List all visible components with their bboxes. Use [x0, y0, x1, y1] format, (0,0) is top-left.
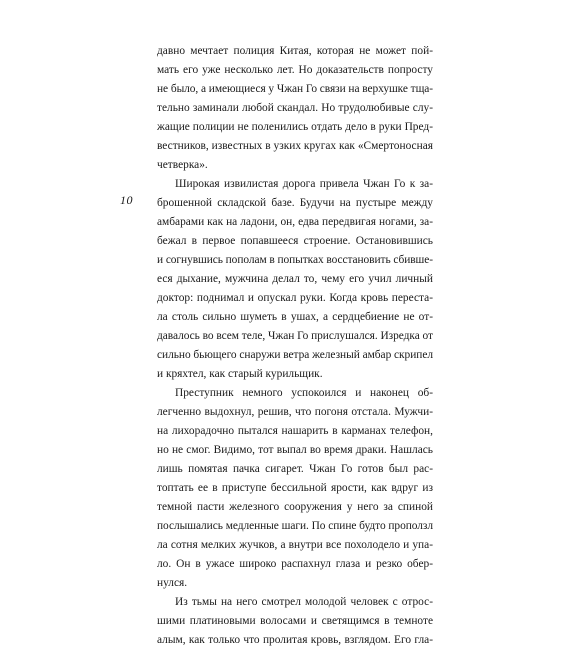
text-line: бежал в первое попавшееся строение. Остановившись — [157, 235, 433, 247]
text-line: Из тьмы на него смотрел молодой человек с отрос- — [175, 596, 433, 608]
text-line: четверка». — [157, 159, 208, 171]
text-line: еся дыхание, мужчина делал то, чему его учил личный — [157, 273, 433, 285]
text-line: на лихорадочно пытался нашарить в карманах телефон, — [157, 425, 433, 437]
text-line: легченно выдохнул, решив, что погоня отстала. Мужчи- — [157, 406, 433, 418]
page-number: 10 — [120, 193, 133, 207]
text-line: давно мечтает полиция Китая, которая не может пой- — [157, 45, 433, 57]
text-line: алым, как только что пролитая кровь, взглядом. Его гла- — [157, 634, 433, 646]
text-line: вестников, известных в узких кругах как «Смертоносная — [157, 140, 433, 152]
text-line: ла сотня мелких жучков, а внутри все похолодело и упа- — [157, 539, 433, 551]
text-line: но не смог. Видимо, тот выпал во время драки. Нашлась — [157, 444, 433, 456]
text-line: темной пасти железного сооружения у него за спиной — [157, 501, 433, 513]
text-line: жащие полиции не поленились отдать дело в руки Пред- — [157, 121, 433, 133]
text-line: и согнувшись пополам в попытках восстановить сбивше- — [157, 254, 433, 266]
text-line: топтать ее в приступе бессильной ярости, как вдруг из — [157, 482, 433, 494]
text-line: не было, а имеющиеся у Чжан Го связи на верхушке тща- — [157, 83, 434, 95]
text-line: лишь помятая пачка сигарет. Чжан Го готов был рас- — [157, 463, 433, 475]
text-line: Широкая извилистая дорога привела Чжан Го к за- — [175, 178, 433, 190]
body-text — [157, 42, 433, 650]
text-line: ла столь сильно шуметь в ушах, а сердцебиение не от- — [157, 311, 433, 323]
text-line: и кряхтел, как старый курильщик. — [157, 368, 323, 380]
text-line: тельно заминали любой скандал. Но трудолюбивые слу- — [157, 102, 433, 114]
text-line: брошенной складской базе. Будучи на пустыре между — [157, 197, 433, 209]
text-line: доктор: поднимал и опускал руки. Когда кровь переста- — [157, 292, 433, 304]
text-line: шими платиновыми волосами и светящимся в темноте — [157, 615, 433, 627]
text-line: сильно бьющего снаружи ветра железный амбар скрипел — [157, 349, 434, 361]
text-line: послышались медленные шаги. По спине будто проползл — [157, 520, 433, 532]
text-line: ло. Он в ужасе широко распахнул глаза и резко обер- — [157, 558, 433, 570]
text-line: амбарами как на ладони, он, едва передвигая ногами, за- — [157, 216, 433, 228]
text-line: давалось во всем теле, Чжан Го прислушался. Изредка от — [157, 330, 433, 342]
text-line: мать его уже несколько лет. Но доказательств попросту — [157, 64, 433, 76]
text-line: Преступник немного успокоился и наконец об- — [175, 387, 433, 399]
text-line: нулся. — [157, 577, 188, 589]
